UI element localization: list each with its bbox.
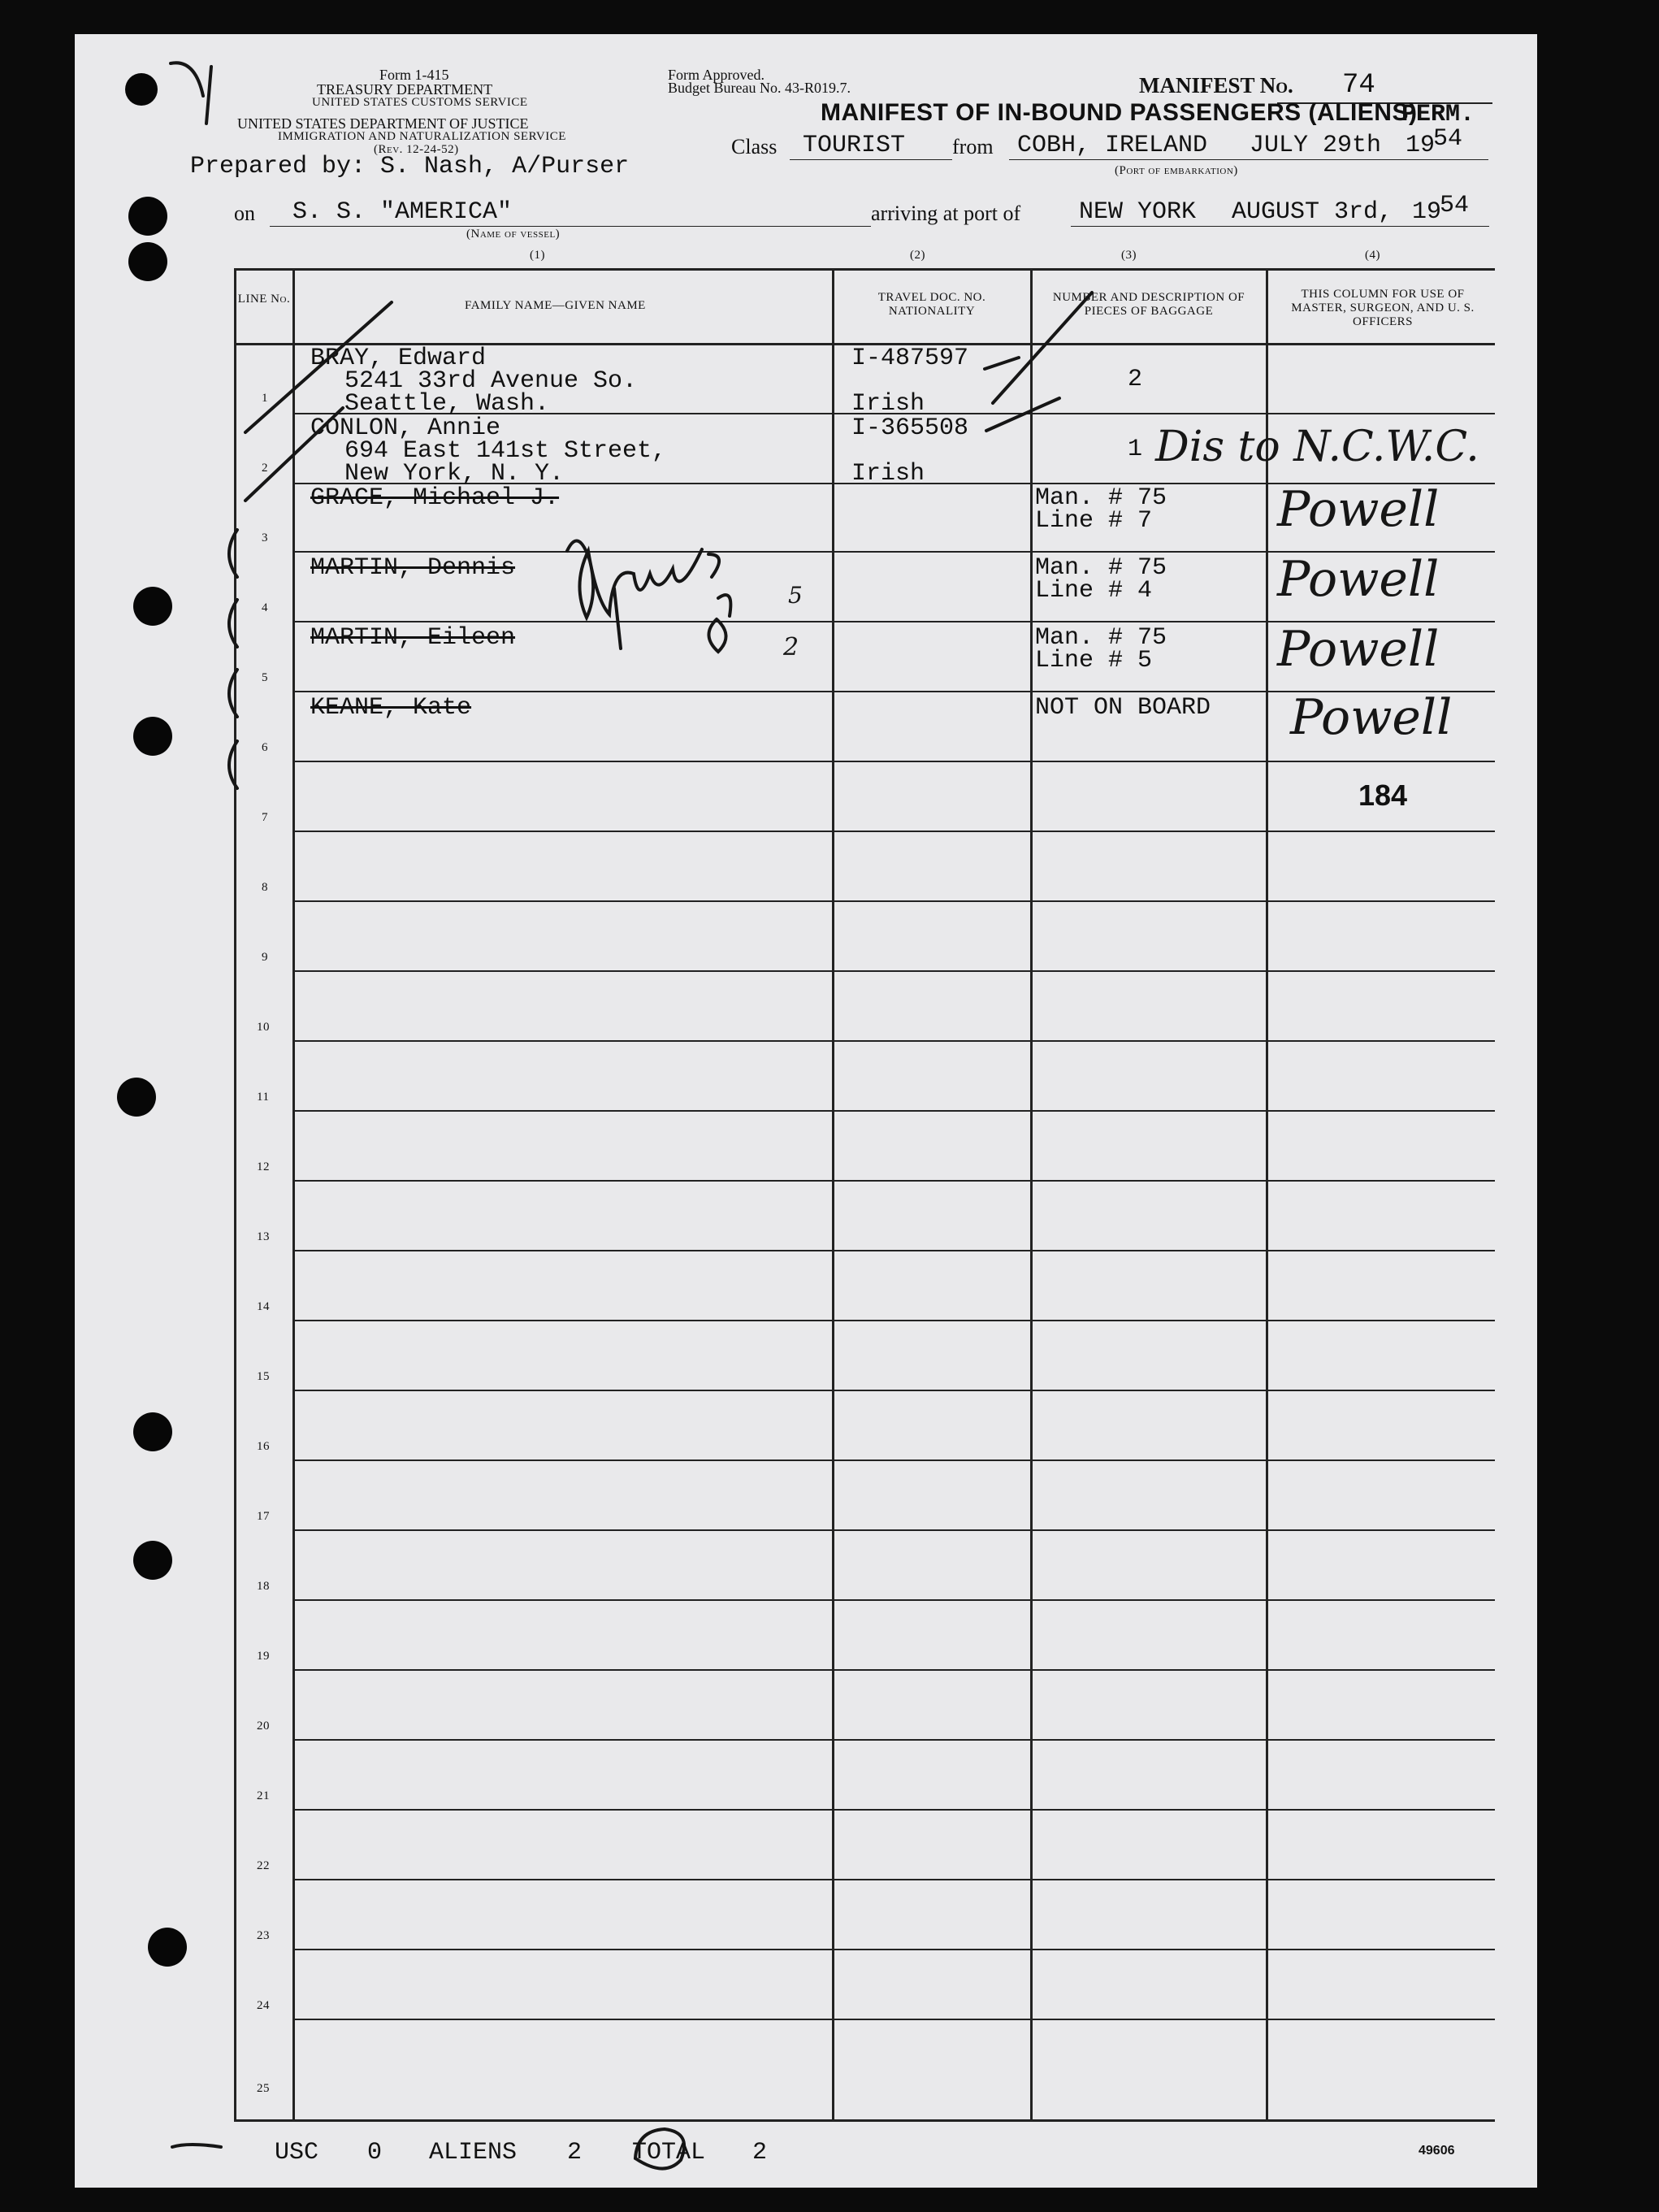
line-number: 24 bbox=[257, 1999, 270, 2012]
line-number: 6 bbox=[262, 741, 268, 754]
baggage-count: 2 bbox=[1128, 366, 1143, 393]
arriving-label: arriving at port of bbox=[871, 202, 1021, 225]
svg-text:2: 2 bbox=[783, 633, 799, 661]
form-approved: Form Approved. bbox=[668, 67, 765, 83]
col2-number: (2) bbox=[910, 249, 925, 262]
class-label: Class bbox=[731, 135, 778, 158]
perm-label: PERM. bbox=[1401, 101, 1475, 128]
footer-usc-value: 0 bbox=[367, 2139, 383, 2166]
line-number: 16 bbox=[257, 1440, 270, 1453]
manifest-ref: Line # 7 bbox=[1035, 507, 1153, 535]
line-number: 5 bbox=[262, 671, 268, 684]
port-embark-caption: (Port of embarkation) bbox=[1115, 164, 1238, 177]
line-number: 21 bbox=[257, 1789, 270, 1802]
officer-signature: Powell bbox=[1277, 621, 1440, 678]
col4-number: (4) bbox=[1365, 249, 1380, 262]
travel-doc-no: I-365508 bbox=[851, 414, 969, 442]
line-number: 18 bbox=[257, 1580, 270, 1593]
manifest-ref: Man. # 75 bbox=[1035, 484, 1167, 512]
arrival-date: AUGUST 3rd, bbox=[1232, 198, 1393, 226]
vessel-caption: (Name of vessel) bbox=[466, 228, 561, 241]
line-number: 13 bbox=[257, 1230, 270, 1243]
officer-signature: Powell bbox=[1277, 481, 1440, 538]
manifest-ref: Line # 5 bbox=[1035, 647, 1153, 674]
line-number: 10 bbox=[257, 1021, 270, 1034]
line-number: 11 bbox=[257, 1091, 270, 1104]
line-number: 1 bbox=[262, 392, 268, 405]
from-label: from bbox=[952, 135, 994, 158]
passenger-address: New York, N. Y. bbox=[344, 460, 565, 488]
immigration-service: IMMIGRATION AND NATURALIZATION SERVICE bbox=[278, 130, 566, 143]
line-number: 12 bbox=[257, 1160, 270, 1173]
header-name: FAMILY NAME—GIVEN NAME bbox=[465, 299, 646, 312]
line-number: 20 bbox=[257, 1720, 270, 1733]
class-value: TOURIST bbox=[803, 132, 906, 159]
passenger-address: Seattle, Wash. bbox=[344, 390, 550, 418]
footer-aliens-label: ALIENS bbox=[429, 2139, 518, 2166]
revision-date: (Rev. 12-24-52) bbox=[374, 143, 459, 156]
justice-dept: UNITED STATES DEPARTMENT OF JUSTICE bbox=[237, 115, 529, 132]
passenger-name: GRACE, Michael J. bbox=[310, 484, 560, 512]
footer-total-label: TOTAL bbox=[632, 2139, 706, 2166]
year-prefix: 19 bbox=[1406, 132, 1436, 159]
vessel-name: S. S. "AMERICA" bbox=[292, 198, 513, 226]
col1-number: (1) bbox=[530, 249, 545, 262]
manifest-no-label: MANIFEST No. bbox=[1139, 73, 1293, 98]
line-number: 22 bbox=[257, 1859, 270, 1872]
footer-usc-label: USC bbox=[275, 2139, 319, 2166]
arrival-port: NEW YORK bbox=[1079, 198, 1197, 226]
footer-total-value: 2 bbox=[752, 2139, 768, 2166]
manifest-ref: Man. # 75 bbox=[1035, 554, 1167, 582]
passenger-address: 5241 33rd Avenue So. bbox=[344, 367, 638, 395]
line-number: 7 bbox=[262, 811, 268, 824]
header-baggage: NUMBER AND DESCRIPTION OF PIECES OF BAGGAGE bbox=[1052, 291, 1245, 318]
line-number: 4 bbox=[262, 601, 268, 614]
prepared-by: Prepared by: S. Nash, A/Purser bbox=[190, 153, 630, 180]
line-number: 2 bbox=[262, 462, 268, 475]
passenger-address: 694 East 141st Street, bbox=[344, 437, 667, 465]
form-number: Form 1-415 bbox=[379, 67, 449, 83]
handwritten-note: Dis to N.C.W.C. bbox=[1155, 423, 1479, 471]
header-officers: THIS COLUMN FOR USE OF MASTER, SURGEON, AND U. S. OFFICERS bbox=[1291, 288, 1475, 328]
passenger-name: KEANE, Kate bbox=[310, 694, 472, 722]
line-number: 19 bbox=[257, 1650, 270, 1663]
manifest-page bbox=[75, 34, 1537, 2188]
nationality: Irish bbox=[851, 390, 925, 418]
footer-aliens-value: 2 bbox=[567, 2139, 583, 2166]
line-number: 25 bbox=[257, 2082, 270, 2095]
manifest-no-value: 74 bbox=[1342, 70, 1375, 101]
svg-text:5: 5 bbox=[788, 582, 803, 609]
line-number: 14 bbox=[257, 1300, 270, 1313]
line-number: 23 bbox=[257, 1929, 270, 1942]
treasury-dept: TREASURY DEPARTMENT bbox=[317, 81, 493, 98]
arrival-year-prefix: 19 bbox=[1412, 198, 1442, 226]
line-number: 8 bbox=[262, 881, 268, 894]
port-embarkation: COBH, IRELAND bbox=[1017, 132, 1208, 159]
col3-number: (3) bbox=[1121, 249, 1137, 262]
header-line-no: LINE No. bbox=[237, 293, 291, 306]
manifest-title: MANIFEST OF IN-BOUND PASSENGERS (ALIENS) bbox=[821, 99, 1418, 126]
baggage-count: 1 bbox=[1128, 436, 1143, 463]
passenger-name: BRAY, Edward bbox=[310, 345, 487, 372]
nationality: Irish bbox=[851, 460, 925, 488]
line-number: 3 bbox=[262, 531, 268, 544]
form-code: 49606 bbox=[1419, 2144, 1455, 2158]
on-label: on bbox=[234, 202, 255, 225]
passenger-name: MARTIN, Eileen bbox=[310, 624, 516, 652]
travel-doc-no: I-487597 bbox=[851, 345, 969, 372]
header-travel-doc: TRAVEL DOC. NO. NATIONALITY bbox=[877, 291, 986, 318]
officer-signature: Powell bbox=[1277, 551, 1440, 608]
line-number: 15 bbox=[257, 1370, 270, 1383]
not-on-board: NOT ON BOARD bbox=[1035, 694, 1211, 722]
handwritten-marks bbox=[75, 34, 1537, 2188]
line-number: 17 bbox=[257, 1510, 270, 1523]
passenger-name: CONLON, Annie bbox=[310, 414, 501, 442]
officer-signature: Powell bbox=[1290, 689, 1453, 746]
embark-date: JULY 29th bbox=[1250, 132, 1382, 159]
arrival-year: 54 bbox=[1440, 192, 1470, 219]
line-number: 9 bbox=[262, 951, 268, 964]
stamp-number: 184 bbox=[1358, 779, 1408, 812]
budget-bureau: Budget Bureau No. 43-R019.7. bbox=[668, 80, 851, 96]
embark-year: 54 bbox=[1433, 125, 1463, 153]
manifest-ref: Man. # 75 bbox=[1035, 624, 1167, 652]
passenger-name: MARTIN, Dennis bbox=[310, 554, 516, 582]
manifest-ref: Line # 4 bbox=[1035, 577, 1153, 605]
customs-service: UNITED STATES CUSTOMS SERVICE bbox=[312, 96, 528, 109]
